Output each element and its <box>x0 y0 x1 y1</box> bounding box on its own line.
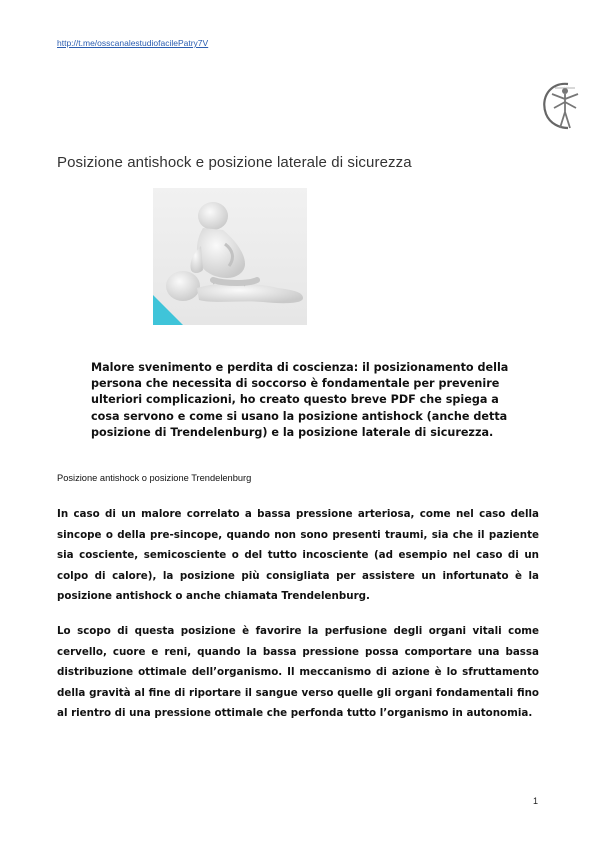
intro-paragraph: Malore svenimento e perdita di coscienza: il posizionamento della persona che necessita di soccorso è fondamentale per prevenire ulteriori complicazioni, ho creato questo breve PDF che spiega a cosa servono e come si usano la posizione antishock (anche detta posizione di Trendelenburg) e la posizione laterale di sicurezza. <box>91 361 509 439</box>
vitruvian-man-logo-icon <box>538 78 584 134</box>
body-paragraph-1: In caso di un malore correlato a bassa pressione arteriosa, come nel caso della sincope o della pre-sincope, quando non sono presenti traumi, sia che il paziente sia cosciente, semicosciente o del tutto incosciente (ad esempio nel caso di un colpo di calore), la posizione più consigliata per assistere un infortunato è la posizione antishock o anche chiamata Trendelenburg. <box>57 508 539 603</box>
page-number: 1 <box>533 796 539 806</box>
page-title: Posizione antishock e posizione laterale di sicurezza <box>57 154 412 172</box>
first-aid-figurine-illustration <box>153 188 307 325</box>
telegram-link[interactable]: http://t.me/osscanalestudiofacilePatry7V <box>57 38 209 48</box>
body-paragraph-2: Lo scopo di questa posizione è favorire la perfusione degli organi vitali come cervello, cuore e reni, quando la bassa pressione possa comportare una bassa distribuzione ottimale dell’organismo. Il meccanismo di azione è lo sfruttamento della gravità al fine di riportare il sangue verso quelle gli organi fondamentali fino al rientro di una pressione ottimale che perfonda tutto l’organismo in autonomia. <box>57 625 539 720</box>
section-heading: Posizione antishock o posizione Trendelenburg <box>57 473 252 483</box>
svg-text:· · ·: · · · <box>564 84 569 88</box>
